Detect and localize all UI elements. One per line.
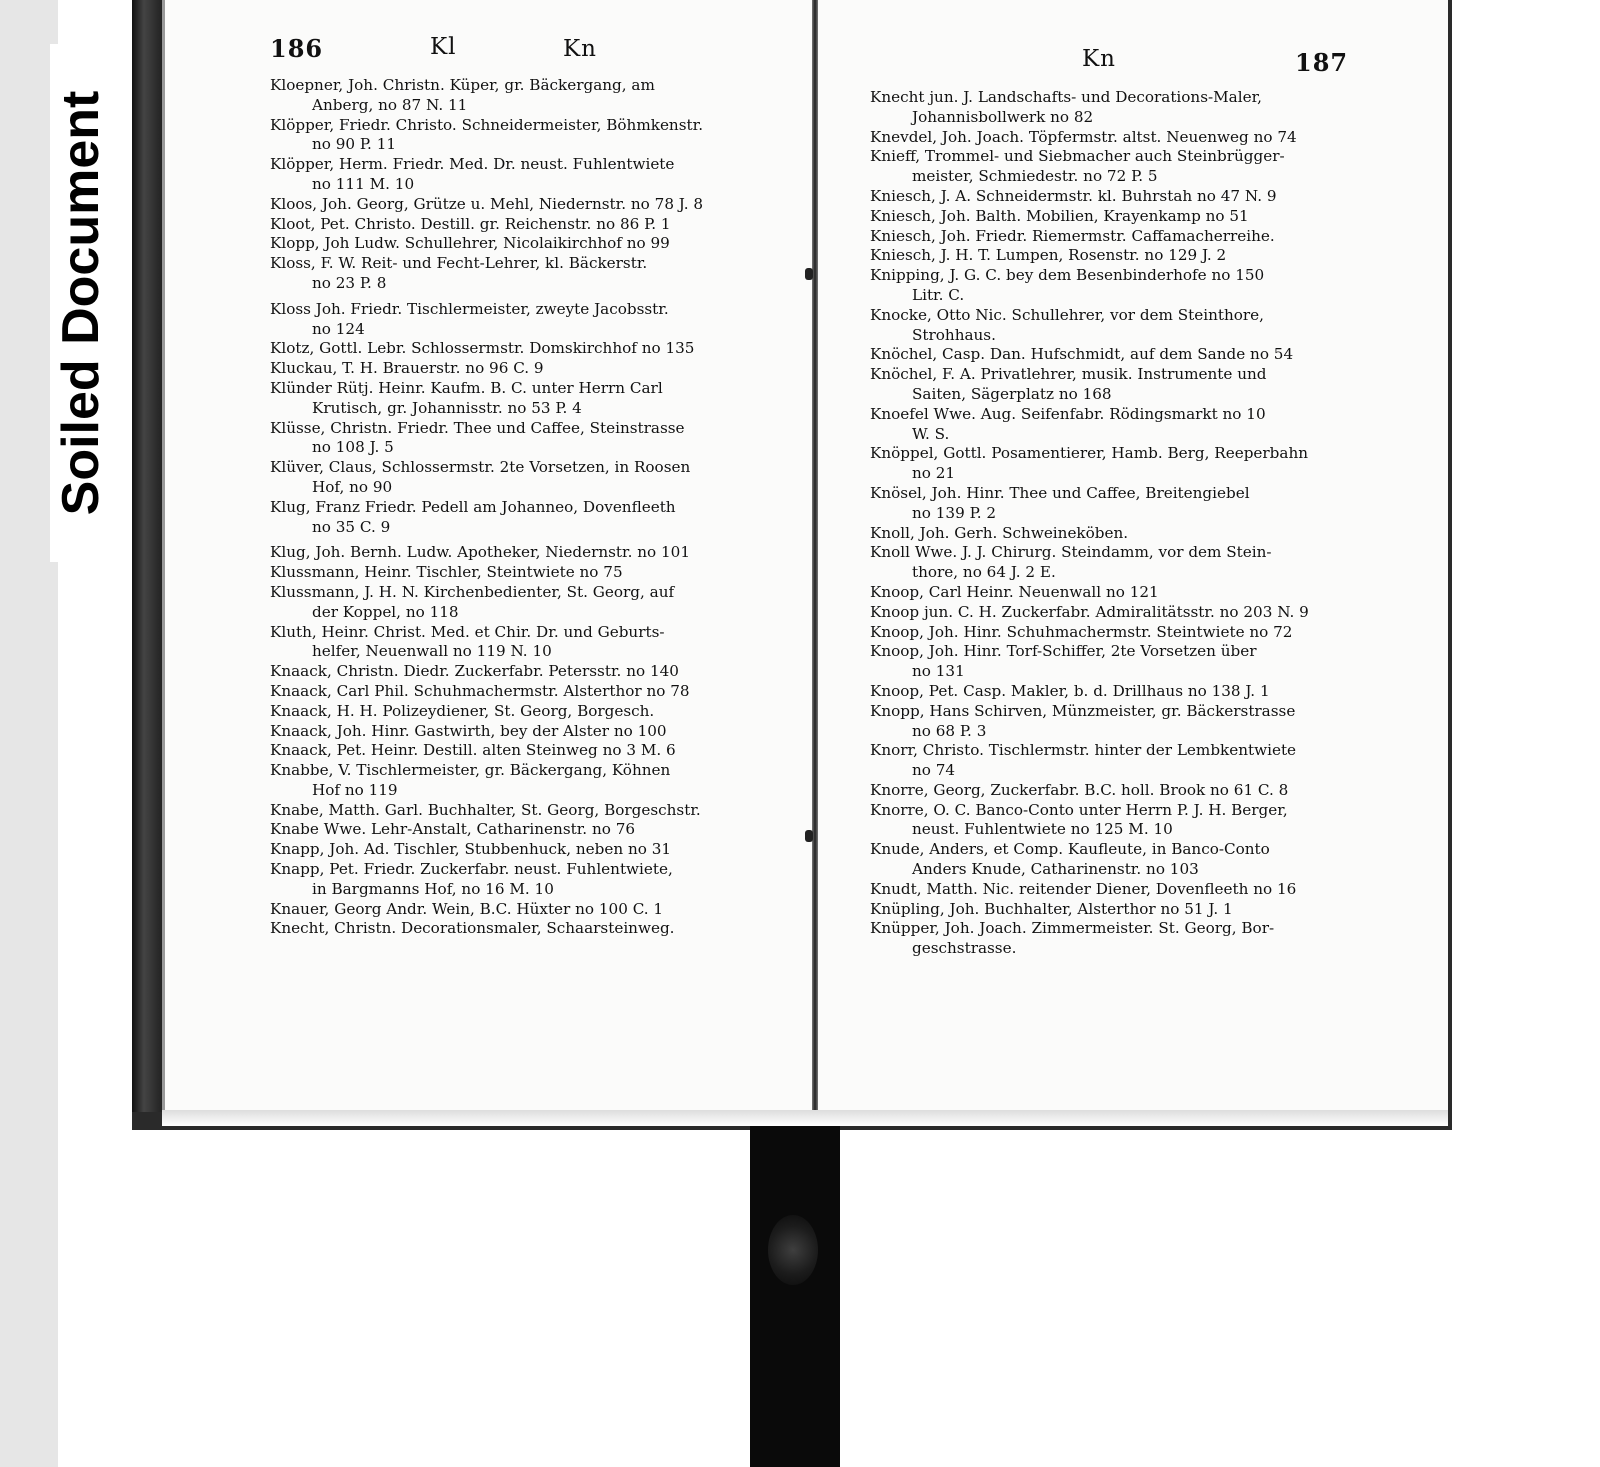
directory-entry: Klotz, Gottl. Lebr. Schlossermstr. Domskirchhof no 135 bbox=[270, 339, 695, 358]
directory-entry: Knorre, O. C. Banco-Conto unter Herrn P. J. H. Berger, neust. Fuhlentwiete no 125 M. 10 bbox=[870, 800, 1288, 839]
directory-entry: Knoll Wwe. J. J. Chirurg. Steindamm, vor dem Stein- thore, no 64 J. 2 E. bbox=[870, 543, 1272, 582]
directory-entry: Knüpling, Joh. Buchhalter, Alsterthor no 51 J. 1 bbox=[870, 899, 1233, 918]
directory-entry: Kloot, Pet. Christo. Destill. gr. Reichenstr. no 86 P. 1 bbox=[270, 214, 671, 233]
book-gutter bbox=[812, 0, 818, 1126]
directory-entry: Kloss, F. W. Reit- und Fecht-Lehrer, kl. Bäckerstr. no 23 P. 8 bbox=[270, 254, 648, 292]
directory-entry: Knoop jun. C. H. Zuckerfabr. Admiralitätsstr. no 203 N. 9 bbox=[870, 602, 1309, 621]
binding-hole bbox=[805, 268, 813, 280]
directory-entry: Kniesch, J. H. T. Lumpen, Rosenstr. no 129 J. 2 bbox=[870, 246, 1227, 265]
directory-entry: Klussmann, Heinr. Tischler, Steintwiete no 75 bbox=[270, 563, 623, 582]
directory-entry: Klünder Rütj. Heinr. Kaufm. B. C. unter Herrn Carl Krutisch, gr. Johannisstr. no 53 P. 4 bbox=[270, 378, 663, 417]
directory-entry: Kluckau, T. H. Brauerstr. no 96 C. 9 bbox=[270, 359, 544, 378]
directory-entry: Knöchel, F. A. Privatlehrer, musik. Instrumente und Saiten, Sägerplatz no 168 bbox=[870, 365, 1267, 403]
directory-entry: Knöchel, Casp. Dan. Hufschmidt, auf dem Sande no 54 bbox=[870, 345, 1294, 364]
directory-entry: Klopp, Joh Ludw. Schullehrer, Nicolaikirchhof no 99 bbox=[270, 234, 670, 253]
left-header-kn: Kn bbox=[563, 36, 597, 62]
directory-entry: Knaack, Pet. Heinr. Destill. alten Steinweg no 3 M. 6 bbox=[270, 741, 676, 760]
directory-entry: Knecht jun. J. Landschafts- und Decorations-Maler, Johannisbollwerk no 82 bbox=[870, 88, 1263, 126]
directory-entry: Knapp, Joh. Ad. Tischler, Stubbenhuck, neben no 31 bbox=[270, 840, 672, 859]
bookmark-strap bbox=[750, 1126, 840, 1467]
directory-entry: Knopp, Hans Schirven, Münzmeister, gr. Bäckerstrasse no 68 P. 3 bbox=[870, 701, 1296, 740]
page-bottom-edge bbox=[162, 1110, 1448, 1126]
directory-entry: Knaack, Carl Phil. Schuhmachermstr. Alsterthor no 78 bbox=[270, 681, 690, 700]
directory-entry: Knaack, Joh. Hinr. Gastwirth, bey der Alster no 100 bbox=[270, 721, 667, 740]
directory-entry: Knabe Wwe. Lehr-Anstalt, Catharinenstr. no 76 bbox=[270, 820, 636, 839]
directory-entry: Knöppel, Gottl. Posamentierer, Hamb. Berg, Reeperbahn no 21 bbox=[870, 444, 1309, 483]
directory-entry: Knecht, Christn. Decorationsmaler, Schaarsteinweg. bbox=[270, 919, 675, 938]
directory-entry: Knösel, Joh. Hinr. Thee und Caffee, Breitengiebel no 139 P. 2 bbox=[870, 483, 1250, 522]
right-header-kn: Kn bbox=[1082, 46, 1116, 72]
directory-entry: Kloos, Joh. Georg, Grütze u. Mehl, Niedernstr. no 78 J. 8 bbox=[270, 194, 704, 213]
directory-entry: Knude, Anders, et Comp. Kaufleute, in Banco-Conto Anders Knude, Catharinenstr. no 103 bbox=[870, 840, 1270, 879]
directory-entry: Knieff, Trommel- und Siebmacher auch Steinbrügger- meister, Schmiedestr. no 72 P. 5 bbox=[870, 147, 1285, 186]
directory-entry: Knapp, Pet. Friedr. Zuckerfabr. neust. Fuhlentwiete, in Bargmanns Hof, no 16 M. 10 bbox=[270, 860, 673, 898]
directory-entry: Knauer, Georg Andr. Wein, B.C. Hüxter no 100 C. 1 bbox=[270, 899, 664, 918]
directory-entry: Kniesch, Joh. Friedr. Riemermstr. Caffamacherreihe. bbox=[870, 226, 1275, 245]
directory-entry: Knorr, Christo. Tischlermstr. hinter der Lembkentwiete no 74 bbox=[870, 741, 1297, 780]
directory-entry: Knoop, Joh. Hinr. Torf-Schiffer, 2te Vorsetzen über no 131 bbox=[870, 642, 1257, 681]
directory-entry: Knorre, Georg, Zuckerfabr. B.C. holl. Brook no 61 C. 8 bbox=[870, 780, 1289, 799]
directory-entry: Knipping, J. G. C. bey dem Besenbinderhofe no 150 Litr. C. bbox=[870, 266, 1265, 304]
left-page-number: 186 bbox=[270, 34, 324, 63]
directory-entry: Knabe, Matth. Garl. Buchhalter, St. Georg, Borgeschstr. bbox=[270, 800, 701, 819]
strap-stain bbox=[768, 1215, 818, 1285]
directory-entry: Klüsse, Christn. Friedr. Thee und Caffee, Steinstrasse no 108 J. 5 bbox=[270, 418, 685, 457]
book-cover-edge bbox=[132, 0, 162, 1112]
directory-entry: Knaack, Christn. Diedr. Zuckerfabr. Petersstr. no 140 bbox=[270, 662, 679, 681]
directory-entry: Knaack, H. H. Polizeydiener, St. Georg, Borgesch. bbox=[270, 701, 655, 720]
left-page-entries bbox=[270, 76, 770, 939]
left-header-kl: Kl bbox=[430, 34, 457, 60]
directory-entry: Klöpper, Friedr. Christo. Schneidermeister, Böhmkenstr. no 90 P. 11 bbox=[270, 115, 704, 154]
directory-entry: Knoll, Joh. Gerh. Schweineköben. bbox=[870, 523, 1129, 542]
directory-entry: Klüver, Claus, Schlossermstr. 2te Vorsetzen, in Roosen Hof, no 90 bbox=[270, 458, 691, 496]
directory-entry: Knevdel, Joh. Joach. Töpfermstr. altst. Neuenweg no 74 bbox=[870, 127, 1297, 146]
right-page-number: 187 bbox=[1295, 48, 1349, 77]
directory-entry: Kloepner, Joh. Christn. Küper, gr. Bäckergang, am Anberg, no 87 N. 11 bbox=[270, 76, 655, 114]
directory-entry: Knüpper, Joh. Joach. Zimmermeister. St. Georg, Bor- geschstrasse. bbox=[870, 919, 1275, 958]
directory-entry: Knocke, Otto Nic. Schullehrer, vor dem Steinthore, Strohhaus. bbox=[870, 305, 1264, 344]
directory-entry: Kniesch, Joh. Balth. Mobilien, Krayenkamp no 51 bbox=[870, 206, 1249, 225]
directory-entry: Knoop, Pet. Casp. Makler, b. d. Drillhaus no 138 J. 1 bbox=[870, 681, 1270, 700]
directory-entry: Klug, Joh. Bernh. Ludw. Apotheker, Niedernstr. no 101 bbox=[270, 543, 691, 562]
directory-entry: Kluth, Heinr. Christ. Med. et Chir. Dr. und Geburts- helfer, Neuenwall no 119 N. 10 bbox=[270, 622, 665, 661]
soiled-document-text: Soiled Document bbox=[52, 90, 110, 516]
directory-entry: Knoop, Carl Heinr. Neuenwall no 121 bbox=[870, 582, 1159, 601]
binding-hole bbox=[805, 830, 813, 842]
directory-entry: Klussmann, J. H. N. Kirchenbedienter, St. Georg, auf der Koppel, no 118 bbox=[270, 582, 675, 621]
directory-entry: Klug, Franz Friedr. Pedell am Johanneo, Dovenfleeth no 35 C. 9 bbox=[270, 497, 676, 536]
directory-entry: Knabbe, V. Tischlermeister, gr. Bäckergang, Köhnen Hof no 119 bbox=[270, 761, 671, 799]
directory-entry: Knoefel Wwe. Aug. Seifenfabr. Rödingsmarkt no 10 W. S. bbox=[870, 404, 1266, 443]
directory-entry: Kniesch, J. A. Schneidermstr. kl. Buhrstah no 47 N. 9 bbox=[870, 186, 1277, 205]
directory-entry: Knoop, Joh. Hinr. Schuhmachermstr. Steintwiete no 72 bbox=[870, 622, 1293, 641]
directory-entry: Kloss Joh. Friedr. Tischlermeister, zweyte Jacobsstr. no 124 bbox=[270, 299, 669, 338]
directory-entry: Klöpper, Herm. Friedr. Med. Dr. neust. Fuhlentwiete no 111 M. 10 bbox=[270, 155, 675, 193]
directory-entry: Knudt, Matth. Nic. reitender Diener, Dovenfleeth no 16 bbox=[870, 879, 1297, 898]
right-page-entries bbox=[870, 88, 1366, 959]
